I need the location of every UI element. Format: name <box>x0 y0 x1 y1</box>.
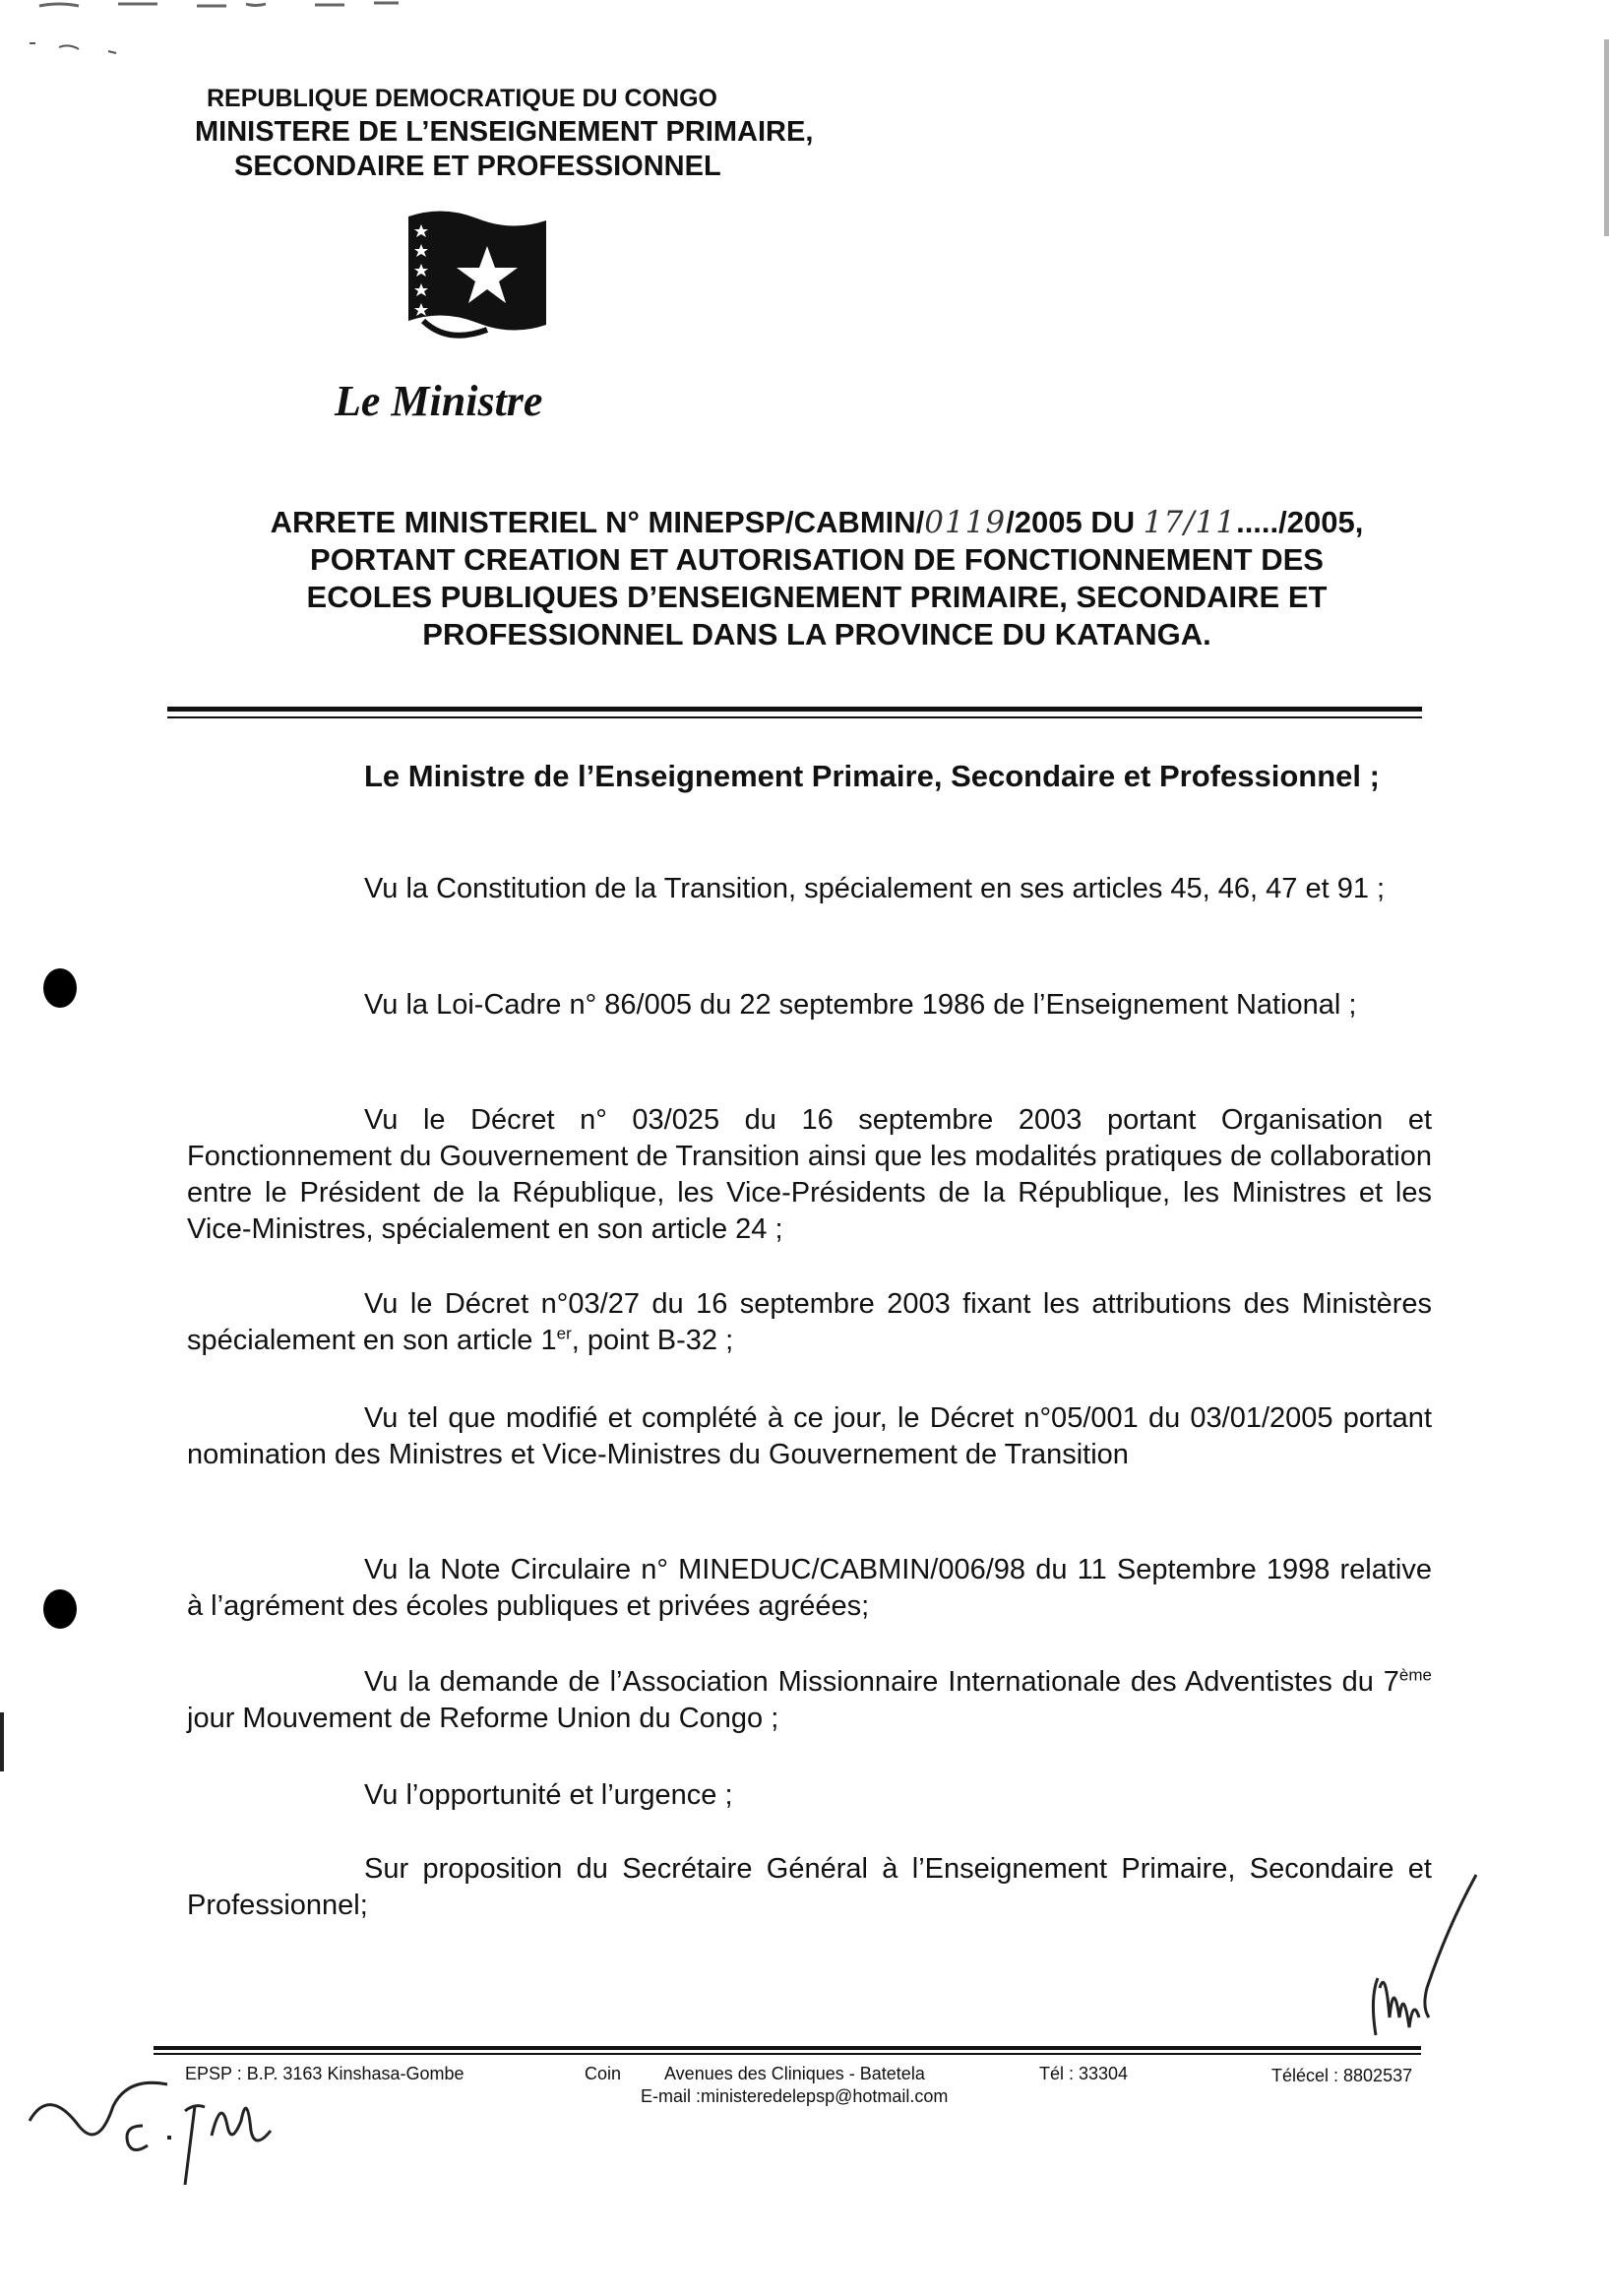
superscript-er: er <box>556 1324 572 1343</box>
flag-star-emblem-icon <box>403 207 551 354</box>
handwritten-number: 0119 <box>924 505 1007 540</box>
arrete-mid: /2005 DU <box>1006 505 1144 539</box>
ministry-name-line1: MINISTERE DE L’ENSEIGNEMENT PRIMAIRE, <box>195 116 814 148</box>
vu-opportunite <box>187 1777 1432 1814</box>
title-rule-thin <box>167 716 1422 718</box>
punch-hole-lower <box>43 1589 77 1629</box>
sur-proposition-text: Sur proposition du Secrétaire Général à l’Enseignement Primaire, Secondaire et Professionnel; <box>187 1853 1432 1921</box>
scan-edge-mark <box>0 1712 4 1771</box>
arrete-line3: ECOLES PUBLIQUES D’ENSEIGNEMENT PRIMAIRE, SECONDAIRE ET <box>306 580 1328 614</box>
superscript-eme: ème <box>1398 1665 1432 1685</box>
handwritten-date: 17/11 <box>1143 505 1237 540</box>
footer-coin: Coin <box>585 2064 622 2083</box>
vu-decret-nomination <box>187 1400 1432 1473</box>
title-rule-thick <box>167 707 1422 712</box>
punch-hole-upper <box>43 968 77 1008</box>
vu-decret-organisation-text: Vu le Décret n° 03/025 du 16 septembre 2003 portant Organisation et Fonctionnement du Gouvernement de Transition ainsi que les modalités pratiques de collaboration entre le Président de la République, les Vice-Présidents de la République, les Ministres et les Vice-Ministres, spécialement en son article 24 ; <box>187 1104 1432 1245</box>
vu-decret-organisation <box>187 1102 1432 1248</box>
vu-decret-nomination-text: Vu tel que modifié et complété à ce jour, le Décret n°05/001 du 03/01/2005 portant nomination des Ministres et Vice-Ministres du Gouvernement de Transition <box>187 1402 1432 1470</box>
vu-note-circulaire-text: Vu la Note Circulaire n° MINEDUC/CABMIN/006/98 du 11 Septembre 1998 relative à l’agrément des écoles publiques et privées agréées; <box>187 1554 1432 1622</box>
sur-proposition <box>187 1851 1432 1924</box>
vu-loi-cadre <box>187 987 1432 1024</box>
vu-demande-tail: jour Mouvement de Reforme Union du Congo ; <box>187 1703 779 1734</box>
scan-marks <box>0 0 689 69</box>
arrete-line4: PROFESSIONNEL DANS LA PROVINCE DU KATANGA. <box>422 617 1211 652</box>
vu-constitution <box>187 871 1432 907</box>
vu-decret-attributions-text: Vu le Décret n°03/27 du 16 septembre 2003 fixant les attributions des Ministères spécialement en son article 1 <box>187 1288 1432 1356</box>
minister-title: Le Ministre <box>335 377 543 425</box>
arrete-suffix: ...../2005, <box>1236 505 1364 539</box>
vu-note-circulaire <box>187 1552 1432 1625</box>
footer-rule-thin <box>154 2053 1421 2055</box>
footer-tel: Tél : 33304 <box>1039 2064 1129 2083</box>
arrete-line2: PORTANT CREATION ET AUTORISATION DE FONCTIONNEMENT DES <box>310 542 1324 577</box>
ministry-name-line2: SECONDAIRE ET PROFESSIONNEL <box>234 151 721 182</box>
intro-text: Le Ministre de l’Enseignement Primaire, Secondaire et Professionnel ; <box>364 759 1380 793</box>
footer-email: E-mail :ministeredelepsp@hotmail.com <box>641 2086 949 2106</box>
vu-opportunite-text: Vu l’opportunité et l’urgence ; <box>364 1779 733 1811</box>
footer-avenues: Avenues des Cliniques - Batetela <box>664 2064 925 2083</box>
vu-loi-cadre-text: Vu la Loi-Cadre n° 86/005 du 22 septembre 1986 de l’Enseignement National ; <box>364 989 1357 1021</box>
arrete-title <box>187 504 1447 653</box>
country-name: REPUBLIQUE DEMOCRATIQUE DU CONGO <box>207 85 717 112</box>
arrete-line1 <box>187 504 1447 541</box>
vu-constitution-text: Vu la Constitution de la Transition, spécialement en ses articles 45, 46, 47 et 91 ; <box>364 873 1386 904</box>
vu-decret-attributions <box>187 1286 1432 1359</box>
scan-edge-shadow <box>1604 39 1609 236</box>
footer-address: EPSP : B.P. 3163 Kinshasa-Gombe <box>185 2064 464 2083</box>
footer-telecel: Télécel : 8802537 <box>1271 2066 1413 2085</box>
vu-decret-attributions-tail: , point B-32 ; <box>571 1325 734 1356</box>
handwritten-initials-icon <box>1358 1870 1486 2057</box>
vu-demande <box>187 1664 1432 1737</box>
vu-demande-text: Vu la demande de l’Association Missionnaire Internationale des Adventistes du 7 <box>364 1666 1399 1698</box>
intro-paragraph <box>187 758 1432 795</box>
footer-rule-thick <box>154 2046 1421 2050</box>
handwritten-annotation-icon <box>20 2067 285 2185</box>
arrete-prefix: ARRETE MINISTERIEL N° MINEPSP/CABMIN/ <box>270 505 925 539</box>
